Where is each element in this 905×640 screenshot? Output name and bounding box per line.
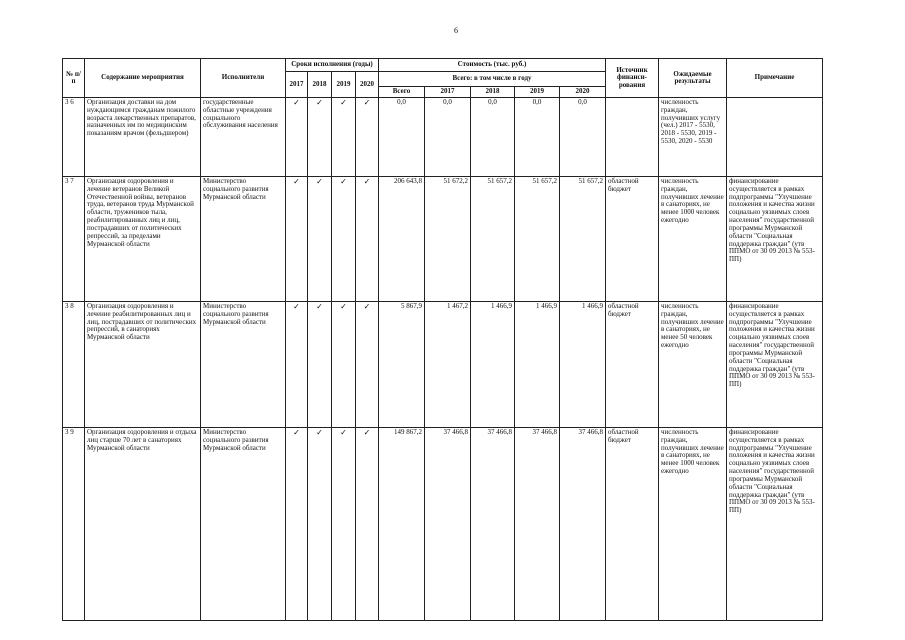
row-note: финансирование осуществляется в рамках подпрограммы "Улучшение положения и качества жизни социально уязвимых слоев населения" государственной программы Мурманской области "Социальная поддержка граждан" (утв ППМО от 30 09 2013 № 553-ПП) (727, 302, 823, 428)
check-mark-icon: ✓ (356, 428, 379, 621)
row-num: 3 9 (63, 428, 85, 621)
check-mark-icon: ✓ (308, 428, 332, 621)
row-note: финансирование осуществляется в рамках подпрограммы "Улучшение положения и качества жизни социально уязвимых слоев населения" государственной программы Мурманской области "Социальная поддержка граждан" (утв ППМО от 30 09 2013 № 553-ПП) (727, 428, 823, 621)
table-row (63, 98, 823, 177)
check-mark-icon: ✓ (356, 98, 379, 177)
header-row (63, 59, 823, 72)
check-mark-icon: ✓ (286, 428, 308, 621)
header-total: Всего (379, 87, 425, 98)
row-cost-2018: 37 466,8 (471, 428, 515, 621)
row-source: областной бюджет (606, 428, 659, 621)
check-mark-icon: ✓ (356, 302, 379, 428)
row-num: 3 7 (63, 177, 85, 302)
row-cost-2019: 37 466,8 (515, 428, 560, 621)
row-num: 3 8 (63, 302, 85, 428)
header-expected: Ожидаемые результаты (659, 59, 727, 98)
row-source: областной бюджет (606, 177, 659, 302)
row-content: Организация оздоровления и отдыха лиц старше 70 лет в санаториях Мурманской области (85, 428, 201, 621)
check-mark-icon: ✓ (332, 302, 356, 428)
header-year-2018: 2018 (308, 72, 332, 98)
check-mark-icon: ✓ (356, 177, 379, 302)
row-expected: численность граждан, получивших лечение в санаториях, не менее 50 человек ежегодно (659, 302, 727, 428)
header-year-2017: 2017 (286, 72, 308, 98)
check-mark-icon: ✓ (286, 177, 308, 302)
header-year-2020: 2020 (356, 72, 379, 98)
header-cost: Стоимость (тыс. руб.) (379, 59, 606, 72)
row-cost-2017: 0,0 (425, 98, 471, 177)
row-cost-2018: 1 466,9 (471, 302, 515, 428)
row-cost-2018: 0,0 (471, 98, 515, 177)
page-number: 6 (454, 26, 458, 35)
row-cost-2020: 37 466,8 (560, 428, 606, 621)
row-executor: Министерство социального развития Мурманской области (201, 428, 286, 621)
header-source: Источник финанси-рования (606, 59, 659, 98)
table-row (63, 302, 823, 428)
row-note (727, 98, 823, 177)
row-content: Организация оздоровления и лечение реабилитированных лиц и лиц, пострадавших от политических репрессий, в санаториях Мурманской области (85, 302, 201, 428)
header-cost-sub: Всего: в том числе в году (379, 72, 606, 87)
row-total: 0,0 (379, 98, 425, 177)
row-cost-2020: 51 657,2 (560, 177, 606, 302)
header-content: Содержание мероприятия (85, 59, 201, 98)
row-content: Организация оздоровления и лечение ветеранов Великой Отечественной войны, ветеранов труда, ветеранов труда Мурманской области, тружеников тыла, реабилитированных лиц и лиц, пострадавших от политических репрессий, за пределами Мурманской области (85, 177, 201, 302)
check-mark-icon: ✓ (308, 177, 332, 302)
row-source: областной бюджет (606, 302, 659, 428)
row-cost-2020: 0,0 (560, 98, 606, 177)
row-cost-2019: 1 466,9 (515, 302, 560, 428)
row-note: финансирование осуществляется в рамках подпрограммы "Улучшение положения и качества жизни социально уязвимых слоев населения" государственной программы Мурманской области "Социальная поддержка граждан" (утв ППМО от 30 09 2013 № 553-ПП) (727, 177, 823, 302)
check-mark-icon: ✓ (286, 302, 308, 428)
check-mark-icon: ✓ (332, 177, 356, 302)
row-content: Организация доставки на дом нуждающимся гражданам пожилого возраста лекарственных препаратов, назначенных им по медицинским показаниям врачом (фельдшером) (85, 98, 201, 177)
header-year-2019: 2019 (332, 72, 356, 98)
row-num: 3 6 (63, 98, 85, 177)
row-cost-2018: 51 657,2 (471, 177, 515, 302)
check-mark-icon: ✓ (308, 302, 332, 428)
header-cost-year-2017: 2017 (425, 87, 471, 98)
table-row (63, 428, 823, 621)
row-cost-2020: 1 466,9 (560, 302, 606, 428)
check-mark-icon: ✓ (332, 98, 356, 177)
row-executor: Министерство социального развития Мурманской области (201, 177, 286, 302)
row-cost-2017: 1 467,2 (425, 302, 471, 428)
row-source (606, 98, 659, 177)
row-expected: численность граждан, получивших лечение в санаториях, не менее 1000 человек ежегодно (659, 428, 727, 621)
row-cost-2017: 51 672,2 (425, 177, 471, 302)
header-cost-year-2019: 2019 (515, 87, 560, 98)
row-executor: государственные областные учреждения социального обслуживания населения (201, 98, 286, 177)
header-cost-year-2018: 2018 (471, 87, 515, 98)
row-total: 206 643,8 (379, 177, 425, 302)
header-deadlines: Сроки исполнения (годы) (286, 59, 379, 72)
measures-table (62, 58, 823, 621)
header-executors: Исполнители (201, 59, 286, 98)
row-expected: численность граждан, получивших лечение в санаториях, не менее 1000 человек ежегодно (659, 177, 727, 302)
row-cost-2019: 0,0 (515, 98, 560, 177)
row-total: 149 867,2 (379, 428, 425, 621)
row-cost-2019: 51 657,2 (515, 177, 560, 302)
header-note: Примечание (727, 59, 823, 98)
header-cost-year-2020: 2020 (560, 87, 606, 98)
row-expected: численность граждан, получивших услугу (чел.) 2017 - 5530, 2018 - 5530, 2019 - 5530, 2020 - 5530 (659, 98, 727, 177)
row-total: 5 867,9 (379, 302, 425, 428)
table-row (63, 177, 823, 302)
check-mark-icon: ✓ (332, 428, 356, 621)
check-mark-icon: ✓ (286, 98, 308, 177)
row-cost-2017: 37 466,8 (425, 428, 471, 621)
header-num: № п/п (63, 59, 85, 98)
row-executor: Министерство социального развития Мурманской области (201, 302, 286, 428)
check-mark-icon: ✓ (308, 98, 332, 177)
